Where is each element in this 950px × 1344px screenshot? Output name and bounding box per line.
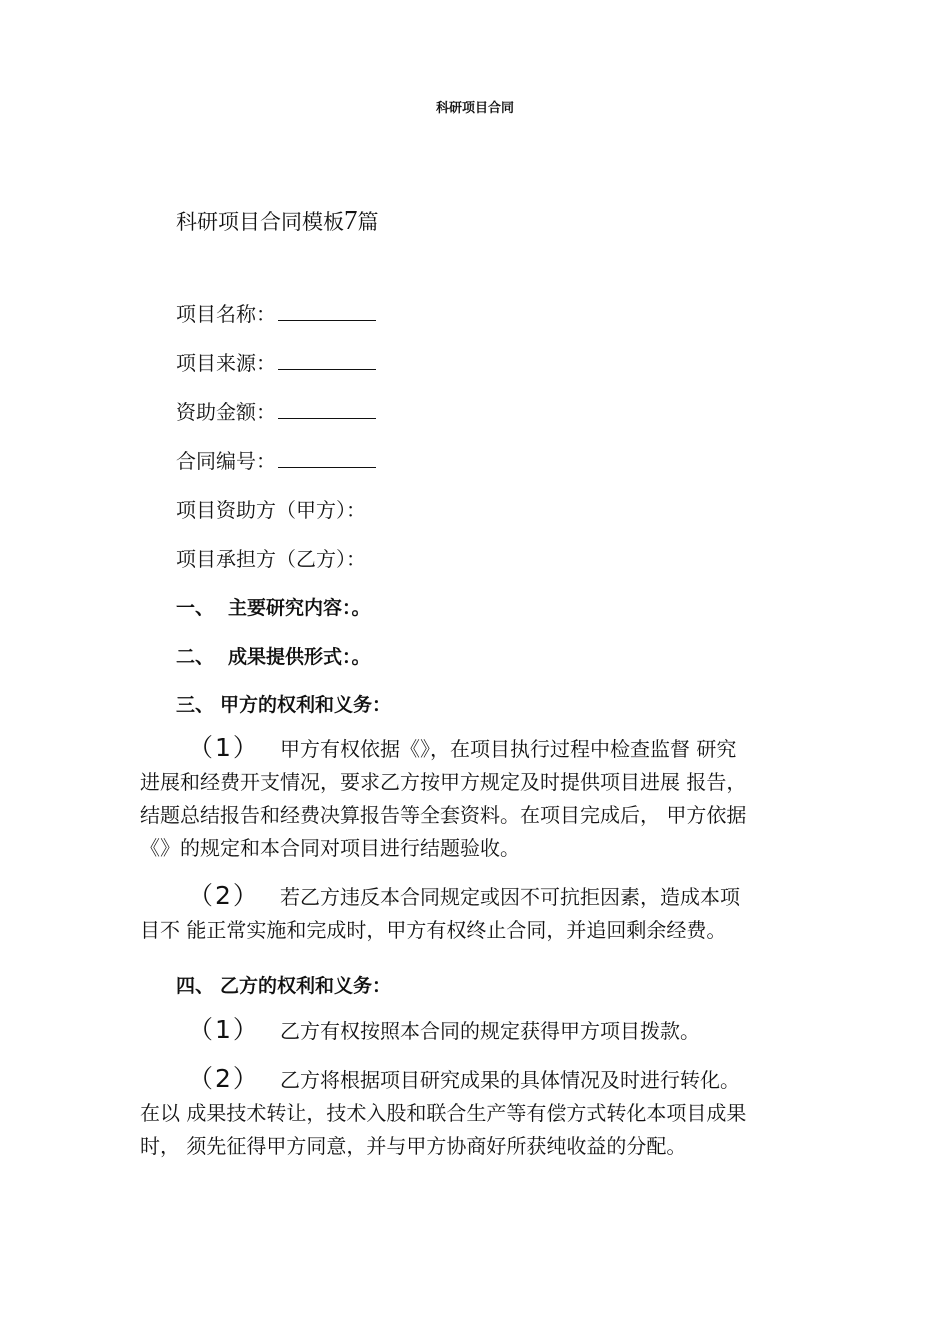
blank-line	[278, 451, 376, 468]
field-contract-number	[176, 445, 376, 474]
item-number: （2）	[188, 881, 260, 910]
paragraph-line: 在以 成果技术转让，技术入股和联合生产等有偿方式转化本项目成果	[140, 1101, 747, 1125]
field-party-a	[176, 494, 366, 523]
paragraph-line: （1） 乙方有权按照本合同的规定获得甲方项目拨款。	[188, 1015, 700, 1044]
paragraph-line: 目不 能正常实施和完成时，甲方有权终止合同，并追回剩余经费。	[140, 918, 727, 942]
section-number: 一、	[176, 597, 215, 619]
section-heading-4	[176, 971, 391, 998]
blank-line	[278, 353, 376, 370]
item-number: （1）	[188, 1015, 260, 1044]
section-heading-3	[176, 690, 391, 717]
paragraph-line: （2） 若乙方违反本合同规定或因不可抗拒因素，造成本项	[188, 881, 740, 910]
paragraph-3-2	[140, 879, 830, 947]
field-label: 项目承担方（乙方）：	[176, 547, 366, 571]
document-title	[176, 205, 379, 236]
field-label: 合同编号：	[176, 449, 276, 473]
field-label: 资助金额：	[176, 400, 276, 424]
page-header: 科研项目合同	[435, 101, 514, 116]
paragraph-line: （2） 乙方将根据项目研究成果的具体情况及时进行转化。	[188, 1064, 740, 1093]
paragraph-line: 进展和经费开支情况，要求乙方按甲方规定及时提供项目进展 报告，	[140, 770, 747, 794]
paragraph-4-2	[140, 1062, 830, 1163]
section-title: 主要研究内容：。	[228, 597, 371, 619]
title-prefix: 科研项目合同模板	[176, 210, 344, 234]
section-heading-1	[176, 593, 371, 620]
paragraph-3-1	[140, 731, 830, 865]
item-number: （1）	[188, 733, 260, 762]
field-party-b	[176, 543, 366, 572]
field-project-name	[176, 298, 376, 327]
section-title: 乙方的权利和义务：	[220, 975, 392, 997]
section-heading-2	[176, 642, 371, 669]
field-label: 项目资助方（甲方）：	[176, 498, 366, 522]
blank-line	[278, 402, 376, 419]
paragraph-line: （1） 甲方有权依据《》，在项目执行过程中检查监督 研究	[188, 733, 737, 762]
section-title: 成果提供形式：。	[228, 646, 371, 668]
section-number: 三、	[176, 694, 215, 716]
paragraph-line: 时， 须先征得甲方同意，并与甲方协商好所获纯收益的分配。	[140, 1134, 687, 1158]
title-suffix: 篇	[357, 210, 379, 234]
field-project-source	[176, 347, 376, 376]
title-number: 7	[344, 205, 358, 235]
field-funding-amount	[176, 396, 376, 425]
section-number: 二、	[176, 646, 215, 668]
paragraph-line: 结题总结报告和经费决算报告等全套资料。在项目完成后， 甲方依据	[140, 803, 747, 827]
section-title: 甲方的权利和义务：	[220, 694, 392, 716]
item-number: （2）	[188, 1064, 260, 1093]
section-number: 四、	[176, 975, 215, 997]
field-label: 项目名称：	[176, 302, 276, 326]
paragraph-line: 《》的规定和本合同对项目进行结题验收。	[140, 836, 520, 860]
paragraph-4-1	[140, 1013, 830, 1048]
field-label: 项目来源：	[176, 351, 276, 375]
blank-line	[278, 304, 376, 321]
